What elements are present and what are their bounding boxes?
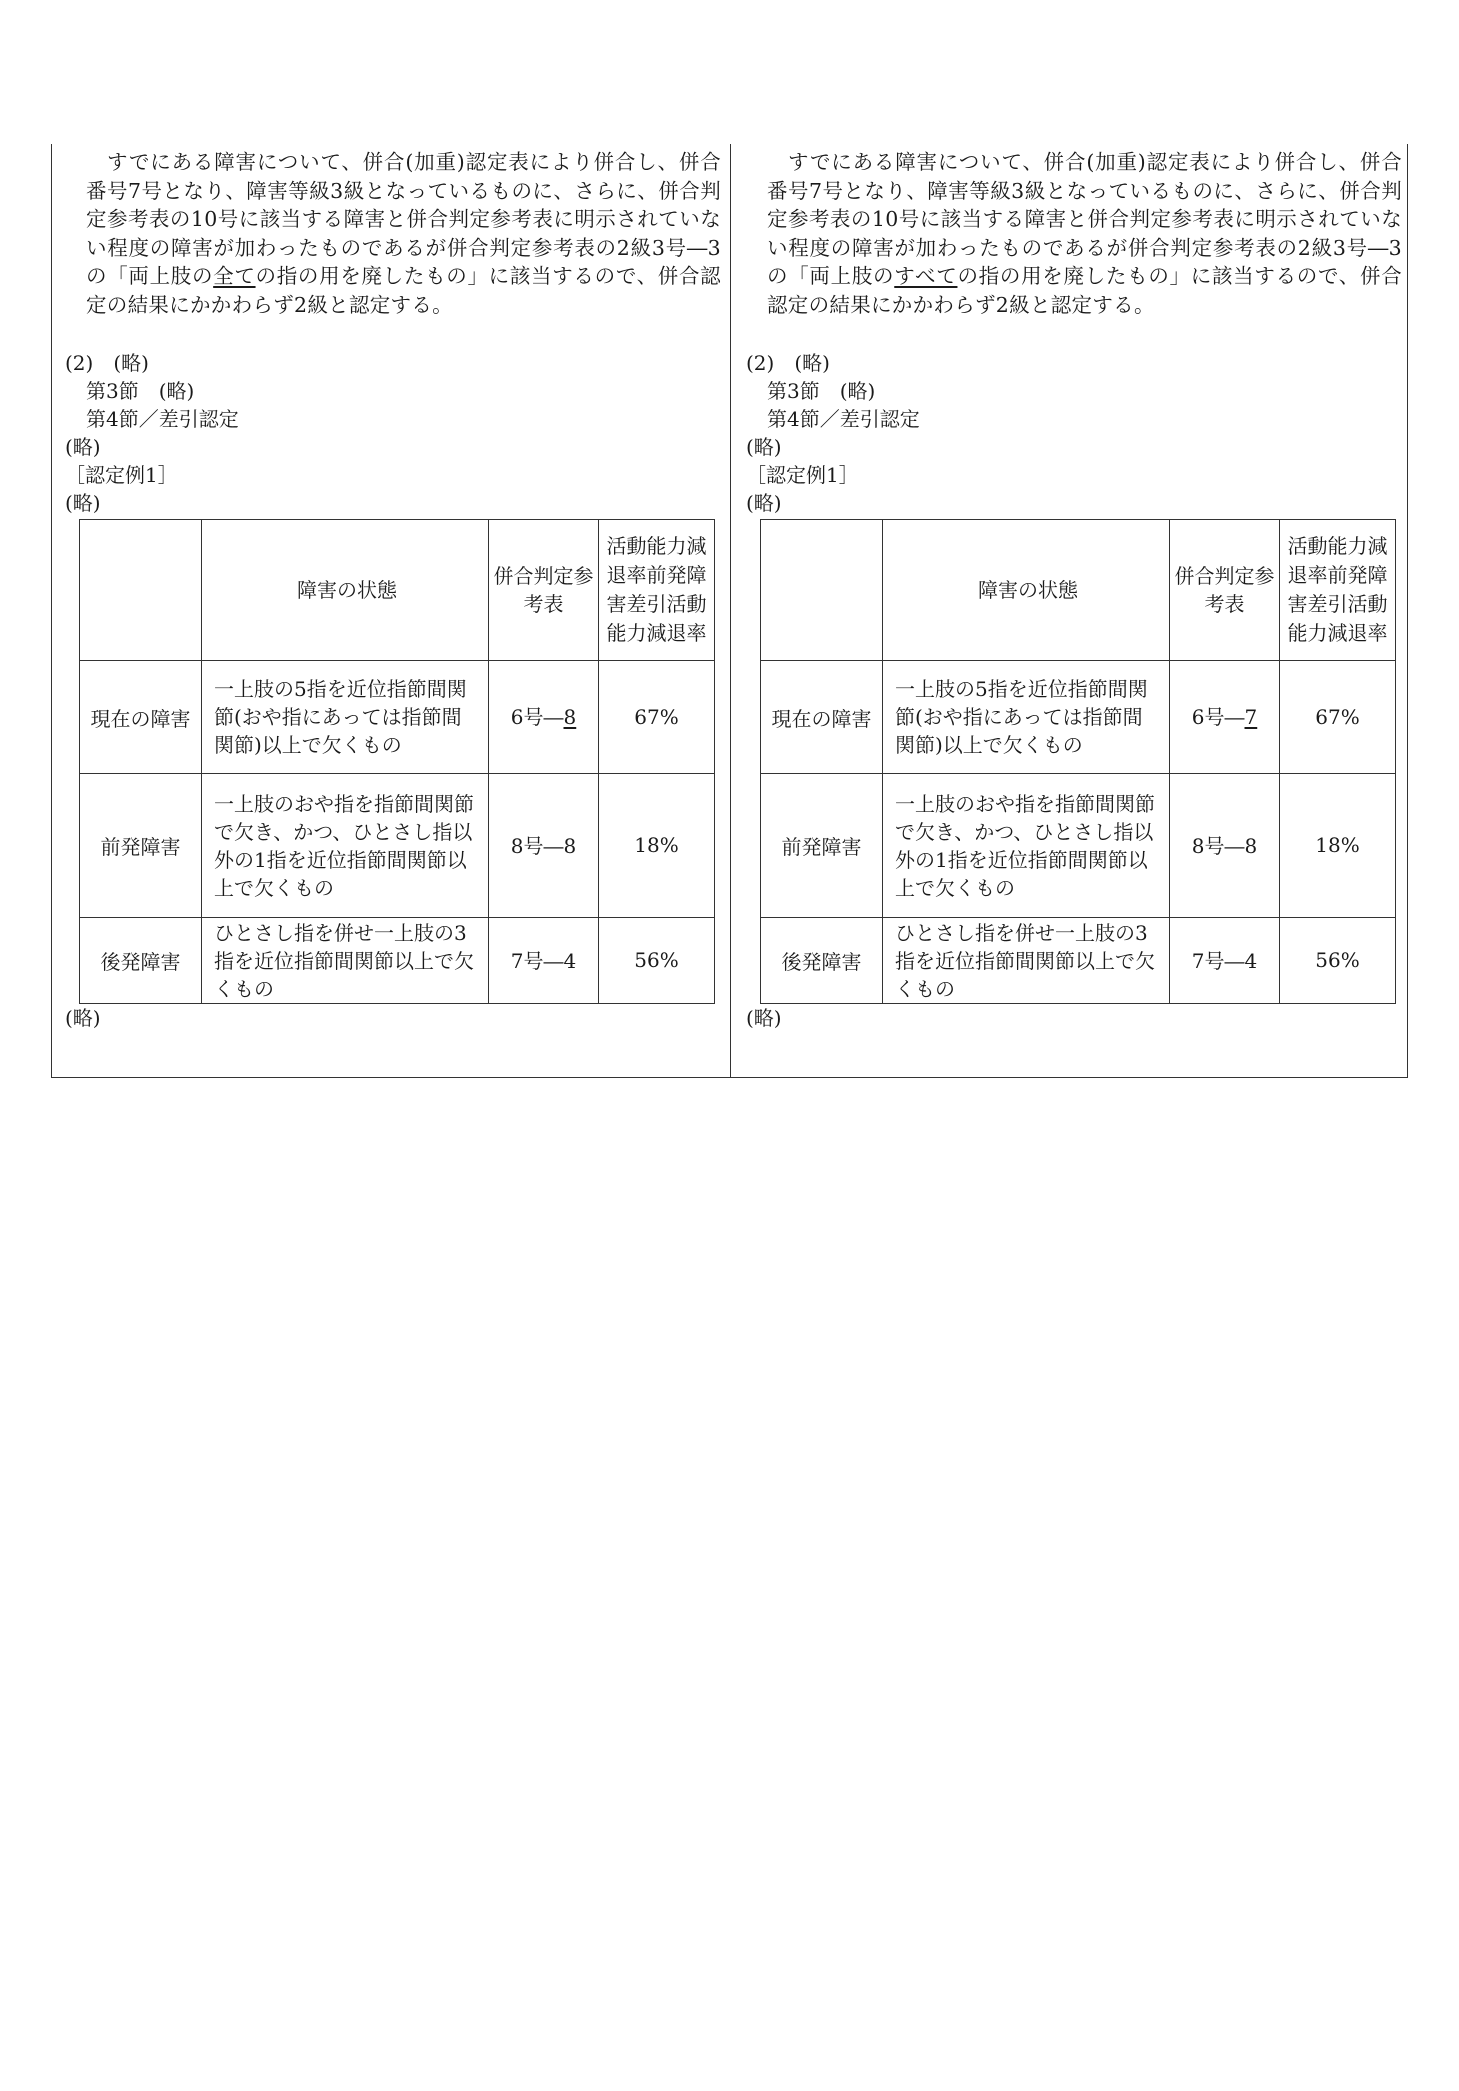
left-column <box>65 148 725 1032</box>
left-line-example-title: ［認定例1］ <box>65 463 178 487</box>
column-divider <box>730 144 731 1078</box>
left-footer: (略) <box>65 1006 101 1030</box>
header-state: 障害の状態 <box>883 520 1170 661</box>
row-label: 前発障害 <box>80 774 202 918</box>
right-line-omitted-1: (略) <box>746 435 782 459</box>
row-label: 現在の障害 <box>761 661 883 774</box>
header-blank <box>80 520 202 661</box>
right-footer: (略) <box>746 1006 782 1030</box>
row-label: 後発障害 <box>761 918 883 1004</box>
left-line-section-4: 第4節／差引認定 <box>86 407 239 431</box>
right-example-table <box>760 519 1396 1004</box>
header-reference: 併合判定参考表 <box>1170 520 1280 661</box>
right-line-example-title: ［認定例1］ <box>746 463 859 487</box>
row-reference: 8号―8 <box>489 774 599 918</box>
left-paragraph <box>65 148 721 319</box>
row-reference: 6号―8 <box>489 661 599 774</box>
right-line-section-3: 第3節 (略) <box>767 379 876 403</box>
right-line-section-4: 第4節／差引認定 <box>767 407 920 431</box>
row-label: 現在の障害 <box>80 661 202 774</box>
left-paragraph-text-2: の指の用を廃したもの」に該当するので、併合認定の結果にかかわらず2級と認定する。 <box>86 264 721 317</box>
left-line-omitted-1: (略) <box>65 435 101 459</box>
table-row <box>80 661 715 774</box>
table-row <box>761 774 1396 918</box>
table-header-row <box>80 520 715 661</box>
left-paragraph-underlined: 全て <box>213 264 256 288</box>
row-state: 一上肢のおや指を指節間関節で欠き、かつ、ひとさし指以外の1指を近位指節間関節以上で欠くもの <box>202 774 489 918</box>
left-line-section-3: 第3節 (略) <box>86 379 195 403</box>
row-reference: 7号―4 <box>1170 918 1280 1004</box>
row-state: 一上肢の5指を近位指節間関節(おや指にあっては指節間関節)以上で欠くもの <box>883 661 1170 774</box>
table-row <box>761 918 1396 1004</box>
row-rate: 18% <box>1280 774 1396 918</box>
row-rate: 67% <box>1280 661 1396 774</box>
header-state: 障害の状態 <box>202 520 489 661</box>
row-rate: 18% <box>599 774 715 918</box>
right-line-omitted-2: (略) <box>746 491 782 515</box>
row-reference: 8号―8 <box>1170 774 1280 918</box>
right-paragraph <box>746 148 1402 319</box>
left-example-table <box>79 519 715 1004</box>
right-line-item-2: (2) (略) <box>746 351 830 375</box>
header-reference: 併合判定参考表 <box>489 520 599 661</box>
left-paragraph-text-1: すでにある障害について、併合(加重)認定表により併合し、併合番号7号となり、障害等級3級となっているものに、さらに、併合判定参考表の10号に該当する障害と併合判定参考表に明示されていない程度の障害が加わったものであるが併合判定参考表の2級3号―3の「両上肢の <box>86 150 721 288</box>
table-row <box>80 774 715 918</box>
table-row <box>80 918 715 1004</box>
row-rate: 56% <box>1280 918 1396 1004</box>
right-paragraph-text-1: すでにある障害について、併合(加重)認定表により併合し、併合番号7号となり、障害等級3級となっているものに、さらに、併合判定参考表の10号に該当する障害と併合判定参考表に明示されていない程度の障害が加わったものであるが併合判定参考表の2級3号―3の「両上肢の <box>767 150 1402 288</box>
row-label: 前発障害 <box>761 774 883 918</box>
right-column <box>746 148 1406 1032</box>
row-state: ひとさし指を併せ一上肢の3指を近位指節間関節以上で欠くもの <box>883 918 1170 1004</box>
right-paragraph-underlined: すべて <box>894 264 958 288</box>
header-blank <box>761 520 883 661</box>
row-label: 後発障害 <box>80 918 202 1004</box>
row-reference: 7号―4 <box>489 918 599 1004</box>
row-state: 一上肢のおや指を指節間関節で欠き、かつ、ひとさし指以外の1指を近位指節間関節以上で欠くもの <box>883 774 1170 918</box>
header-rate: 活動能力減退率前発障害差引活動能力減退率 <box>599 520 715 661</box>
row-rate: 67% <box>599 661 715 774</box>
row-state: ひとさし指を併せ一上肢の3指を近位指節間関節以上で欠くもの <box>202 918 489 1004</box>
header-rate: 活動能力減退率前発障害差引活動能力減退率 <box>1280 520 1396 661</box>
left-line-omitted-2: (略) <box>65 491 101 515</box>
row-reference: 6号―7 <box>1170 661 1280 774</box>
row-rate: 56% <box>599 918 715 1004</box>
table-header-row <box>761 520 1396 661</box>
left-line-item-2: (2) (略) <box>65 351 149 375</box>
table-row <box>761 661 1396 774</box>
right-paragraph-text-2: の指の用を廃したもの」に該当するので、併合認定の結果にかかわらず2級と認定する。 <box>767 264 1402 317</box>
row-state: 一上肢の5指を近位指節間関節(おや指にあっては指節間関節)以上で欠くもの <box>202 661 489 774</box>
